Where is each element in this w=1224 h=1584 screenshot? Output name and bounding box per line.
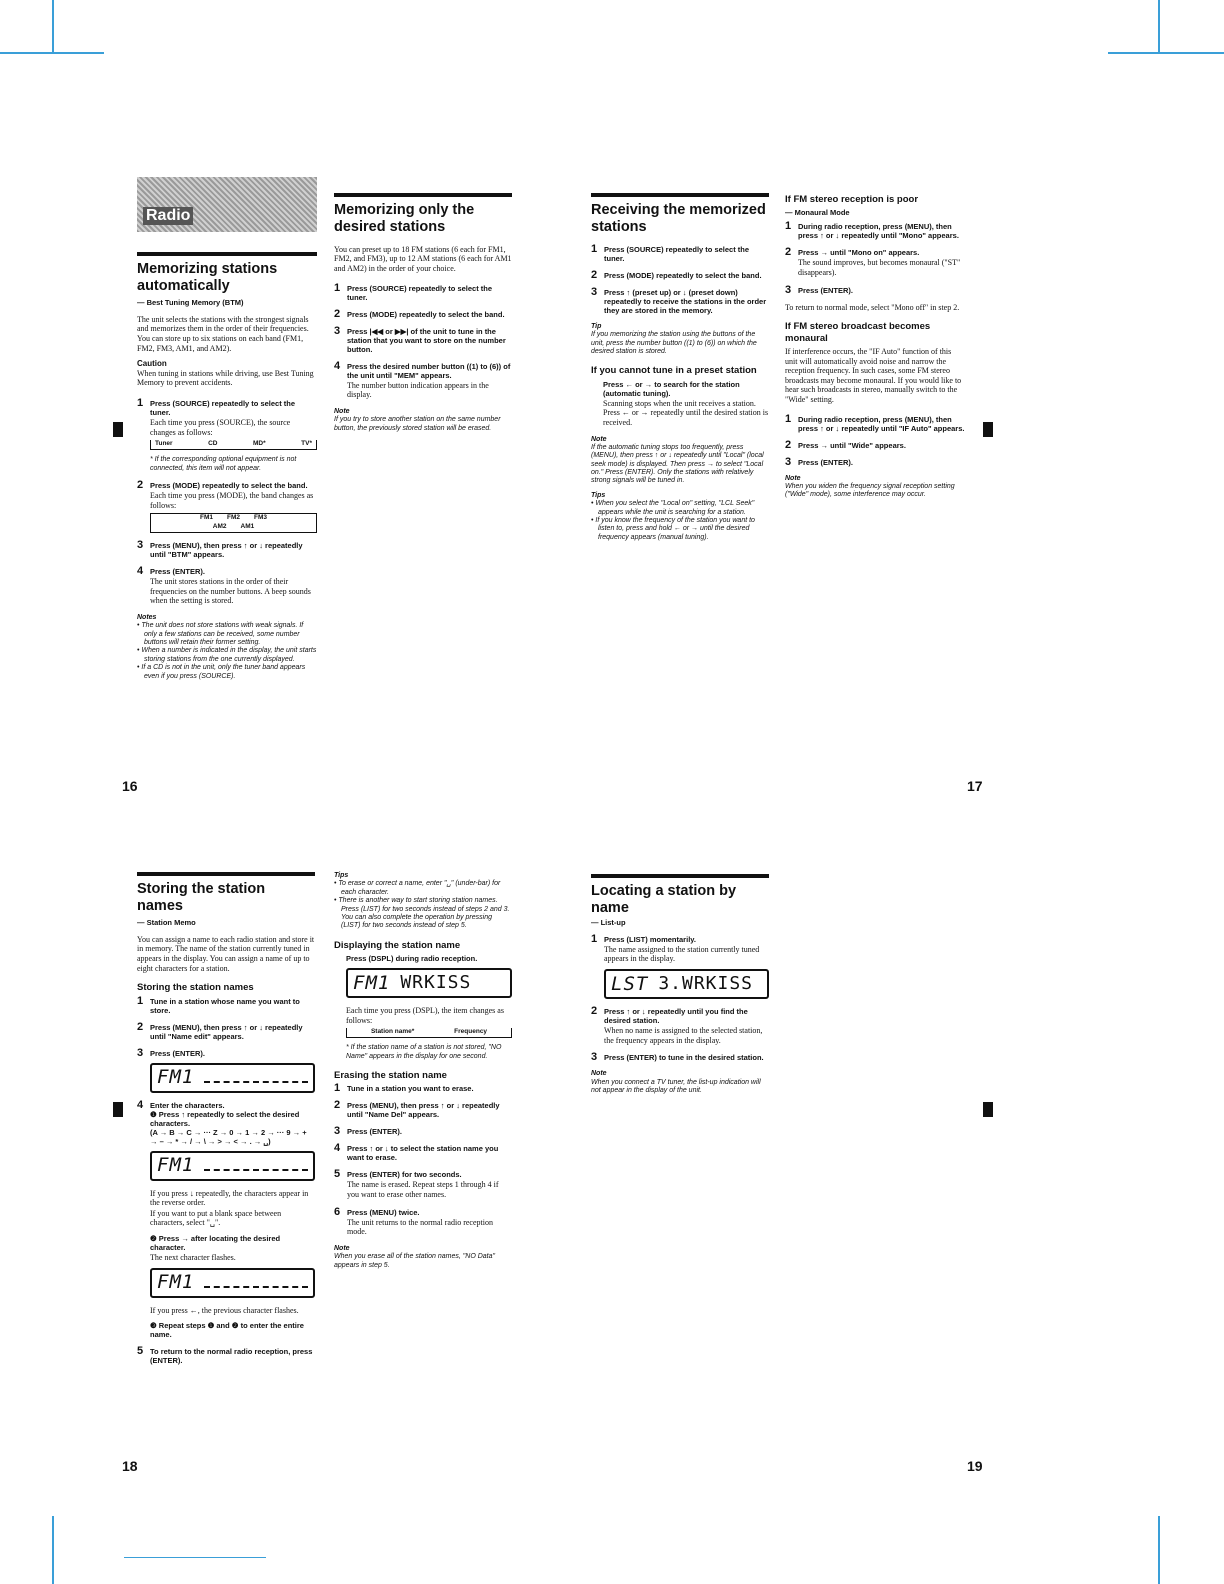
step-detail: Each time you press (SOURCE), the source changes as follows: bbox=[150, 417, 291, 437]
registration-mark bbox=[983, 1102, 993, 1117]
step-detail: The next character flashes. bbox=[150, 1252, 236, 1262]
step: 1 Press (SOURCE) repeatedly to select the tuner. bbox=[334, 284, 512, 302]
step-detail: Each time you press (DSPL), the item changes as follows: bbox=[346, 1006, 504, 1025]
section-storing-names bbox=[137, 872, 315, 1373]
subsection-heading: If FM stereo reception is poor bbox=[785, 194, 919, 205]
notes-heading: Notes bbox=[137, 613, 157, 621]
step-text: Press (ENTER). bbox=[798, 457, 854, 467]
note-item: • If a CD is not in the unit, only the tuner band appears even if you press (SOURCE). bbox=[137, 664, 306, 680]
step-text: Press ↑ or ↓ to select the station name you want to erase. bbox=[347, 1144, 499, 1163]
step: 1 During radio reception, press (MENU), then press ↑ or ↓ repeatedly until "Mono" appears. bbox=[785, 222, 965, 240]
tip-item: • There is another way to start storing station names. Press (LIST) for two seconds instead of steps 2 and 3. You can also complete the operation by pressing (LIST) for two seconds instead of step 5. bbox=[334, 897, 510, 930]
step: 4 Enter the characters. ❶ Press ↑ repeatedly to select the desired characters. (A → B → C → ··· Z → 0 → 1 → 2 → ··· 9 → + → – → * → / → \ → > → < → . → ␣) FM1 If you press ↓ repeatedly, the characters appear in the reverse order. If you want to put a blank space between characters, select "␣". ❷ Press → after locating the desired character. The next character flashes. FM1 If you press ←, the previous character flashes. ❸ Repeat steps ❶ and ❷ to enter the entire name. bbox=[137, 1101, 315, 1340]
lcd-band: FM1 bbox=[157, 1271, 195, 1294]
step-text: Press (ENTER) to tune in the desired station. bbox=[604, 1053, 764, 1063]
step-text: During radio reception, press (MENU), then press ↑ or ↓ repeatedly until "Mono" appears. bbox=[798, 222, 959, 241]
step-detail: Each time you press (MODE), the band changes as follows: bbox=[150, 490, 314, 510]
step-text: Press (MENU), then press ↑ or ↓ repeatedly until "Name edit" appears. bbox=[150, 1022, 303, 1041]
caution-text: When tuning in stations while driving, use Best Tuning Memory to prevent accidents. bbox=[137, 368, 314, 388]
step-text: Press (MODE) repeatedly to select the band. bbox=[604, 270, 762, 280]
step-text: Press (MENU), then press ↑ or ↓ repeatedly until "Name Del" appears. bbox=[347, 1101, 500, 1120]
step: 2 Press → until "Mono on" appears. The sound improves, but becomes monaural ("ST" disappears). bbox=[785, 248, 965, 277]
lcd-band: FM1 bbox=[353, 971, 391, 994]
step-text: Press (MODE) repeatedly to select the band. bbox=[150, 480, 308, 490]
step: 3 Press (MENU), then press ↑ or ↓ repeatedly until "BTM" appears. bbox=[137, 541, 317, 559]
step-text: Press (ENTER). bbox=[150, 1048, 206, 1058]
section-subtitle: — Best Tuning Memory (BTM) bbox=[137, 297, 244, 307]
note-text: If you try to store another station on the same number button, the previously stored station will be erased. bbox=[334, 416, 501, 432]
note-text: When you widen the frequency signal reception setting ("Wide" mode), some interference may occur. bbox=[785, 482, 955, 499]
footnote: * If the corresponding optional equipment is not connected, this item will not appear. bbox=[150, 456, 297, 472]
section-rule bbox=[591, 874, 769, 878]
step-text: Press (MENU), then press ↑ or ↓ repeatedly until "BTM" appears. bbox=[150, 541, 303, 560]
caution-heading: Caution bbox=[137, 359, 167, 369]
character-sequence: (A → B → C → ··· Z → 0 → 1 → 2 → ··· 9 → + → – → * → / → \ → > → < → . → ␣) bbox=[150, 1127, 307, 1146]
step-detail: Scanning stops when the unit receives a station. Press ← or → repeatedly until the desired station is received. bbox=[603, 398, 769, 427]
source-flow-diagram: Tuner CD MD* TV* bbox=[150, 440, 317, 450]
display-flow-diagram: Station name* Frequency bbox=[346, 1028, 512, 1038]
note-text: When you connect a TV tuner, the list-up indication will not appear in the display of the unit. bbox=[591, 1078, 761, 1094]
lcd-mode: LST bbox=[611, 972, 649, 995]
crop-mark bbox=[0, 52, 104, 54]
lcd-display bbox=[346, 968, 512, 998]
lcd-band: FM1 bbox=[157, 1154, 195, 1177]
step: 2 Press (MODE) repeatedly to select the band. Each time you press (MODE), the band changes as follows: FM1 FM2 FM3 AM2 AM1 bbox=[137, 481, 317, 533]
subsection-heading: If FM stereo broadcast becomes monaural bbox=[785, 321, 931, 344]
body-text: If interference occurs, the "IF Auto" function of this unit will automatically avoid noise and narrow the reception frequency. In such cases, some FM stereo broadcasts may become monaural. If you would like to hear such broadcasts in stereo, manually switch to the "Wide" setting. bbox=[785, 346, 962, 404]
substep-text: ❶ Press ↑ repeatedly to select the desired characters. bbox=[150, 1109, 300, 1128]
note-heading: Note bbox=[785, 474, 801, 482]
footnote: * If the station name of a station is not stored, "NO Name" appears in the display for one second. bbox=[346, 1044, 502, 1060]
step: 1 Press (LIST) momentarily. The name assigned to the station currently tuned appears in the display. LST 3.WRKISS bbox=[591, 935, 769, 999]
step-detail: When no name is assigned to the selected station, the frequency appears in the display. bbox=[604, 1025, 763, 1045]
step: 4 Press (ENTER). The unit stores stations in the order of their frequencies on the number buttons. A beep sounds when the setting is stored. bbox=[137, 567, 317, 606]
page-number: 18 bbox=[122, 1458, 138, 1474]
step: 2 Press (MENU), then press ↑ or ↓ repeatedly until "Name Del" appears. bbox=[334, 1101, 512, 1119]
step: 1 Press (SOURCE) repeatedly to select the tuner. bbox=[591, 245, 769, 263]
step-text: Tune in a station whose name you want to store. bbox=[150, 996, 300, 1015]
section-fm-stereo bbox=[785, 194, 965, 505]
step-detail: The sound improves, but becomes monaural ("ST" disappears). bbox=[798, 258, 961, 277]
step: 4 Press ↑ or ↓ to select the station name you want to erase. bbox=[334, 1144, 512, 1162]
step: 2 Press → until "Wide" appears. bbox=[785, 441, 965, 450]
step: 3 Press (ENTER). bbox=[785, 286, 965, 295]
step: 3 Press (ENTER). bbox=[785, 458, 965, 467]
tip-heading: Tip bbox=[591, 322, 602, 330]
note-text: If the automatic tuning stops too frequently, press (MENU), then press ↑ or ↓ repeatedly until "Local" (local seek mode) is displayed. Then press → to select "Local on." Press (ENTER). Only the stations with relatively strong signals will be tuned in. bbox=[591, 443, 764, 485]
step: 3 Press (ENTER) to tune in the desired station. bbox=[591, 1053, 769, 1062]
section-rule bbox=[137, 872, 315, 876]
tip-item: • When you select the "Local on" setting, "LCL Seek" appears while the unit is searching for a station. bbox=[591, 500, 755, 516]
lcd-station-name: 3.WRKISS bbox=[658, 973, 754, 995]
step-text: Press (SOURCE) repeatedly to select the tuner. bbox=[347, 283, 493, 302]
step-text: Press (ENTER). bbox=[347, 1127, 403, 1137]
step-text: Press (SOURCE) repeatedly to select the tuner. bbox=[150, 398, 296, 417]
section-rule bbox=[137, 252, 317, 256]
section-rule bbox=[334, 193, 512, 197]
step: 3 Press (ENTER). bbox=[334, 1127, 512, 1136]
note-heading: Note bbox=[591, 1070, 607, 1078]
step-detail: If you press ←, the previous character flashes. bbox=[150, 1305, 299, 1315]
subsection-heading: Displaying the station name bbox=[334, 939, 461, 951]
lcd-display bbox=[604, 969, 769, 999]
step: 4 Press the desired number button ((1) to (6)) of the unit until "MEM" appears. The number button indication appears in the display. bbox=[334, 359, 511, 400]
section-receiving bbox=[591, 193, 769, 542]
step-text: Press (ENTER). bbox=[150, 567, 206, 577]
step-text: Press the desired number button ((1) to (6)) of the unit until "MEM" appears. bbox=[347, 361, 511, 380]
step-text: To return to the normal radio reception, press (ENTER). bbox=[150, 1347, 313, 1366]
tips-heading: Tips bbox=[591, 491, 606, 499]
step-text: Press → until "Wide" appears. bbox=[798, 440, 906, 450]
step: 1 Tune in a station you want to erase. bbox=[334, 1084, 512, 1093]
section-list-up bbox=[591, 874, 769, 1100]
registration-mark bbox=[983, 422, 993, 437]
section-subtitle: — Station Memo bbox=[137, 917, 196, 927]
step-text: Press (ENTER). bbox=[798, 285, 854, 295]
step-detail: The number button indication appears in the display. bbox=[347, 380, 489, 400]
step-text: Press ← or → to search for the station (automatic tuning). bbox=[603, 379, 740, 398]
subsection-heading: Storing the station names bbox=[137, 982, 254, 994]
step: 2 Press (MODE) repeatedly to select the band. bbox=[334, 310, 512, 319]
step-detail: The unit returns to the normal radio reception mode. bbox=[347, 1217, 493, 1237]
substep-text: ❷ Press → after locating the desired character. bbox=[150, 1233, 281, 1252]
section-rule bbox=[591, 193, 769, 197]
subsection-heading: If you cannot tune in a preset station bbox=[591, 365, 757, 377]
intro-text: You can assign a name to each radio station and store it in memory. The name of the station currently tuned in appears in the display. You can assign a name of up to eight characters for a station. bbox=[137, 934, 315, 973]
step-text: Press (ENTER) for two seconds. bbox=[347, 1170, 462, 1180]
step: 1 Press (SOURCE) repeatedly to select the tuner. Each time you press (SOURCE), the source changes as follows: Tuner CD MD* TV* * If the corresponding optional equipment is not connected, this item will not appear. bbox=[137, 399, 317, 473]
step-text: Press (MODE) repeatedly to select the band. bbox=[347, 309, 505, 319]
step-text: Press (MENU) twice. bbox=[347, 1207, 420, 1217]
section-memorizing-auto bbox=[137, 252, 317, 681]
step-detail: If you want to put a blank space between characters, select "␣". bbox=[150, 1208, 282, 1228]
tips-heading: Tips bbox=[334, 872, 349, 879]
step-text: Press (LIST) momentarily. bbox=[604, 934, 696, 944]
step: 2 Press (MODE) repeatedly to select the band. bbox=[591, 271, 769, 280]
note-heading: Note bbox=[334, 1244, 350, 1252]
lcd-display bbox=[150, 1063, 315, 1093]
step: 1 During radio reception, press (MENU), then press ↑ or ↓ repeatedly until "IF Auto" appears. bbox=[785, 412, 965, 433]
lcd-station-name: WRKISS bbox=[400, 972, 472, 994]
step-detail: The unit stores stations in the order of their frequencies on the number buttons. A beep sounds when the setting is stored. bbox=[150, 577, 311, 606]
step-detail: If you press ↓ repeatedly, the characters appear in the reverse order. bbox=[150, 1188, 309, 1208]
step-detail: The name is erased. Repeat steps 1 through 4 if you want to erase other names. bbox=[347, 1180, 499, 1200]
step bbox=[334, 954, 512, 1061]
registration-mark bbox=[113, 422, 123, 437]
crop-mark bbox=[52, 1516, 54, 1584]
step-text: Press → until "Mono on" appears. bbox=[798, 248, 920, 258]
crop-mark bbox=[124, 1557, 266, 1558]
section-subtitle: — List-up bbox=[591, 917, 626, 927]
step-text: Press ↑ or ↓ repeatedly until you find the desired station. bbox=[604, 1006, 748, 1025]
step-detail: The name assigned to the station currently tuned appears in the display. bbox=[604, 944, 760, 964]
lcd-band: FM1 bbox=[157, 1066, 195, 1089]
section-banner-title: Radio bbox=[143, 207, 193, 225]
band-flow-diagram: FM1 FM2 FM3 AM2 AM1 bbox=[150, 513, 317, 533]
crop-mark bbox=[52, 0, 54, 52]
section-title: Storing the station names bbox=[137, 881, 266, 915]
step: 2 Press (MENU), then press ↑ or ↓ repeatedly until "Name edit" appears. bbox=[137, 1023, 315, 1041]
step: 3 Press (ENTER). FM1 bbox=[137, 1049, 315, 1093]
note-item: • The unit does not store stations with weak signals. If only a few stations can be received, some number buttons will retain their former setting. bbox=[137, 622, 304, 647]
section-display-erase bbox=[334, 872, 512, 1275]
step: 6 Press (MENU) twice. The unit returns to the normal radio reception mode. bbox=[334, 1208, 512, 1237]
step-text: Press ↑ (preset up) or ↓ (preset down) repeatedly to receive the stations in the order they are stored in the memory. bbox=[604, 287, 767, 315]
note-heading: Note bbox=[334, 407, 350, 415]
step-text: Tune in a station you want to erase. bbox=[347, 1084, 474, 1094]
substep-text: ❸ Repeat steps ❶ and ❷ to enter the entire name. bbox=[150, 1321, 304, 1340]
crop-mark bbox=[1108, 52, 1224, 54]
step-text: Press |◀◀ or ▶▶| of the unit to tune in the station that you want to store on the number button. bbox=[347, 326, 506, 354]
registration-mark bbox=[113, 1102, 123, 1117]
section-memorizing-desired bbox=[334, 193, 512, 438]
note-item: • When a number is indicated in the display, the unit starts storing stations from the one currently displayed. bbox=[137, 647, 317, 663]
step: 3 Press |◀◀ or ▶▶| of the unit to tune in the station that you want to store on the number button. bbox=[334, 327, 512, 354]
page-number: 16 bbox=[122, 778, 138, 794]
lcd-display bbox=[150, 1268, 315, 1298]
tip-item: • If you know the frequency of the station you want to listen to, press and hold ← or → until the desired frequency appears (manual tuning). bbox=[591, 517, 755, 541]
step: 1 Tune in a station whose name you want to store. bbox=[137, 997, 315, 1015]
lcd-display bbox=[150, 1151, 315, 1181]
section-title: Receiving the memorized stations bbox=[591, 202, 766, 236]
return-text: To return to normal mode, select "Mono off" in step 2. bbox=[785, 302, 960, 312]
crop-mark bbox=[1158, 0, 1160, 52]
step-text: Press (DSPL) during radio reception. bbox=[346, 954, 478, 964]
note-heading: Note bbox=[591, 435, 607, 443]
section-title: Memorizing only the desired stations bbox=[334, 202, 475, 236]
subsection-heading: Erasing the station name bbox=[334, 1070, 447, 1082]
step bbox=[591, 380, 769, 428]
tip-item: • To erase or correct a name, enter "␣" (under-bar) for each character. bbox=[334, 880, 501, 896]
section-title: Memorizing stations automatically bbox=[137, 261, 278, 295]
tip-text: If you memorizing the station using the buttons of the unit, press the number button ((1) to (6)) on which the desired station is stored. bbox=[591, 331, 757, 355]
step-text: Press (SOURCE) repeatedly to select the tuner. bbox=[604, 244, 750, 263]
step: 5 To return to the normal radio reception, press (ENTER). bbox=[137, 1347, 315, 1365]
intro-text: You can preset up to 18 FM stations (6 each for FM1, FM2, and FM3), up to 12 AM stations (6 each for AM1 and AM2) in the order of your choice. bbox=[334, 244, 512, 273]
crop-mark bbox=[1158, 1516, 1160, 1584]
step: 2 Press ↑ or ↓ repeatedly until you find the desired station. When no name is assigned to the selected station, the frequency appears in the display. bbox=[591, 1007, 769, 1045]
subsection-subtitle: — Monaural Mode bbox=[785, 208, 850, 218]
page-number: 19 bbox=[967, 1458, 983, 1474]
section-banner bbox=[137, 177, 317, 232]
page-number: 17 bbox=[967, 778, 983, 794]
step-text: During radio reception, press (MENU), then press ↑ or ↓ repeatedly until "IF Auto" appears. bbox=[798, 414, 965, 433]
intro-text: The unit selects the stations with the strongest signals and memorizes them in the order of their frequencies. You can store up to six stations on each band (FM1, FM2, FM3, AM1, and AM2). bbox=[137, 314, 309, 353]
step: 5 Press (ENTER) for two seconds. The name is erased. Repeat steps 1 through 4 if you want to erase other names. bbox=[334, 1170, 512, 1199]
step-text: Enter the characters. bbox=[150, 1100, 225, 1110]
section-title: Locating a station by name bbox=[591, 883, 737, 917]
note-text: When you erase all of the station names, "NO Data" appears in step 5. bbox=[334, 1253, 495, 1269]
step: 3 Press ↑ (preset up) or ↓ (preset down) repeatedly to receive the stations in the order they are stored in the memory. bbox=[591, 288, 769, 315]
